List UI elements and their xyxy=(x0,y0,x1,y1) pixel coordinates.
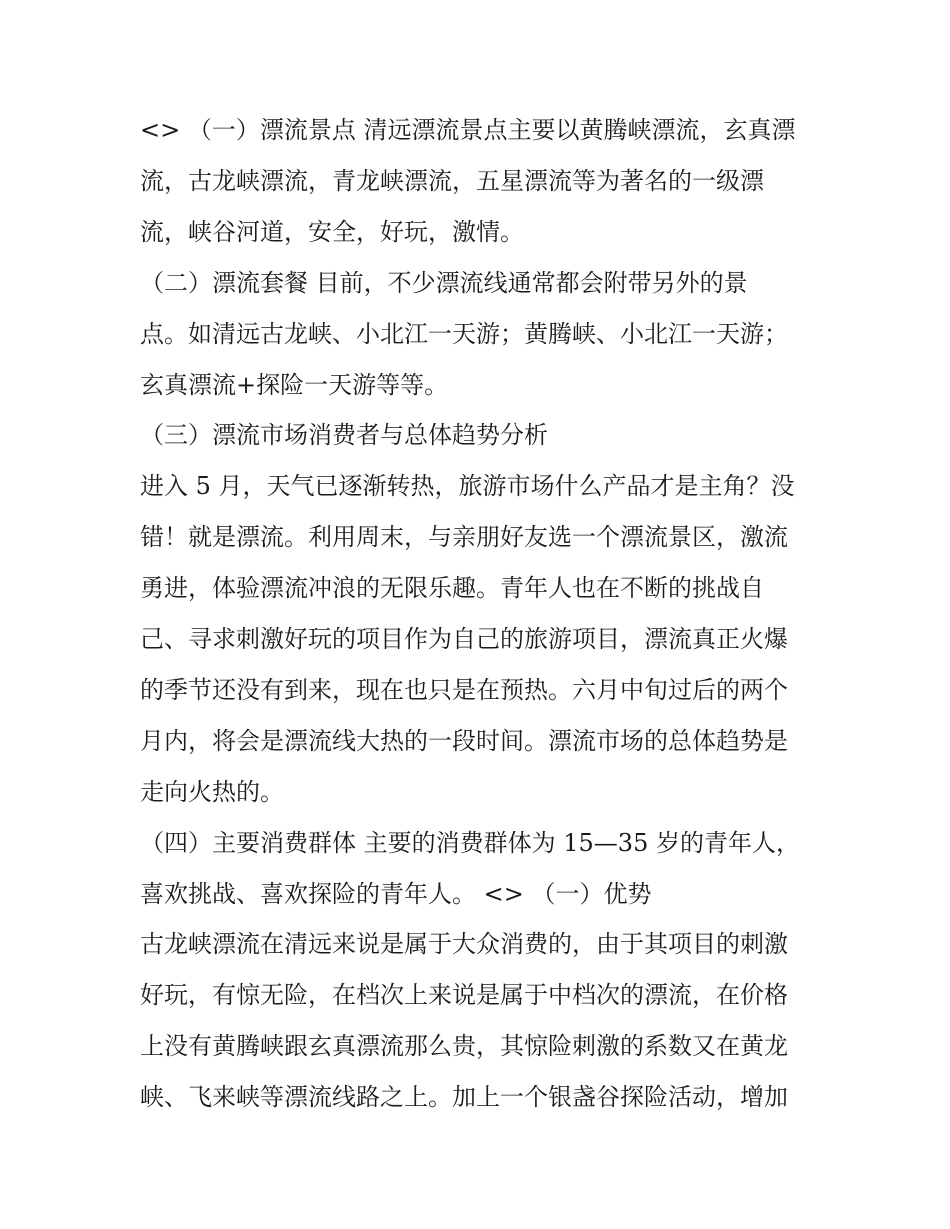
text-line: 点。如清远古龙峡、小北江一天游；黄腾峡、小北江一天游； xyxy=(140,320,788,348)
text-line: 古龙峡漂流在清远来说是属于大众消费的，由于其项目的刺激 xyxy=(140,930,788,958)
text-line: （四）主要消费群体 主要的消费群体为 15—35 岁的青年人， xyxy=(140,829,800,857)
text-line: 喜欢挑战、喜欢探险的青年人。 <> （一）优势 xyxy=(140,880,652,908)
text-line: （三）漂流市场消费者与总体趋势分析 xyxy=(140,421,548,449)
text-line: 进入 5 月，天气已逐渐转热，旅游市场什么产品才是主角？没 xyxy=(140,472,795,500)
text-line: 好玩，有惊无险，在档次上来说是属于中档次的漂流，在价格 xyxy=(140,981,788,1009)
text-line: 玄真漂流+探险一天游等等。 xyxy=(140,371,449,399)
text-line: （二）漂流套餐 目前，不少漂流线通常都会附带另外的景 xyxy=(140,269,748,297)
text-line: 勇进，体验漂流冲浪的无限乐趣。青年人也在不断的挑战自 xyxy=(140,574,764,602)
text-line: 流，峡谷河道，安全，好玩，激情。 xyxy=(140,218,524,246)
text-line: 峡、飞来峡等漂流线路之上。加上一个银盏谷探险活动，增加 xyxy=(140,1083,788,1111)
text-line: <> （一）漂流景点 清远漂流景点主要以黄腾峡漂流，玄真漂 xyxy=(140,116,796,144)
text-line: 错！就是漂流。利用周末，与亲朋好友选一个漂流景区，激流 xyxy=(140,523,788,551)
text-line: 流，古龙峡漂流，青龙峡漂流，五星漂流等为著名的一级漂 xyxy=(140,167,764,195)
text-line: 月内，将会是漂流线大热的一段时间。漂流市场的总体趋势是 xyxy=(140,727,788,755)
text-line: 走向火热的。 xyxy=(140,778,284,806)
text-line: 上没有黄腾峡跟玄真漂流那么贵，其惊险刺激的系数又在黄龙 xyxy=(140,1032,788,1060)
text-line: 的季节还没有到来，现在也只是在预热。六月中旬过后的两个 xyxy=(140,676,788,704)
text-line: 己、寻求刺激好玩的项目作为自己的旅游项目，漂流真正火爆 xyxy=(140,625,788,653)
